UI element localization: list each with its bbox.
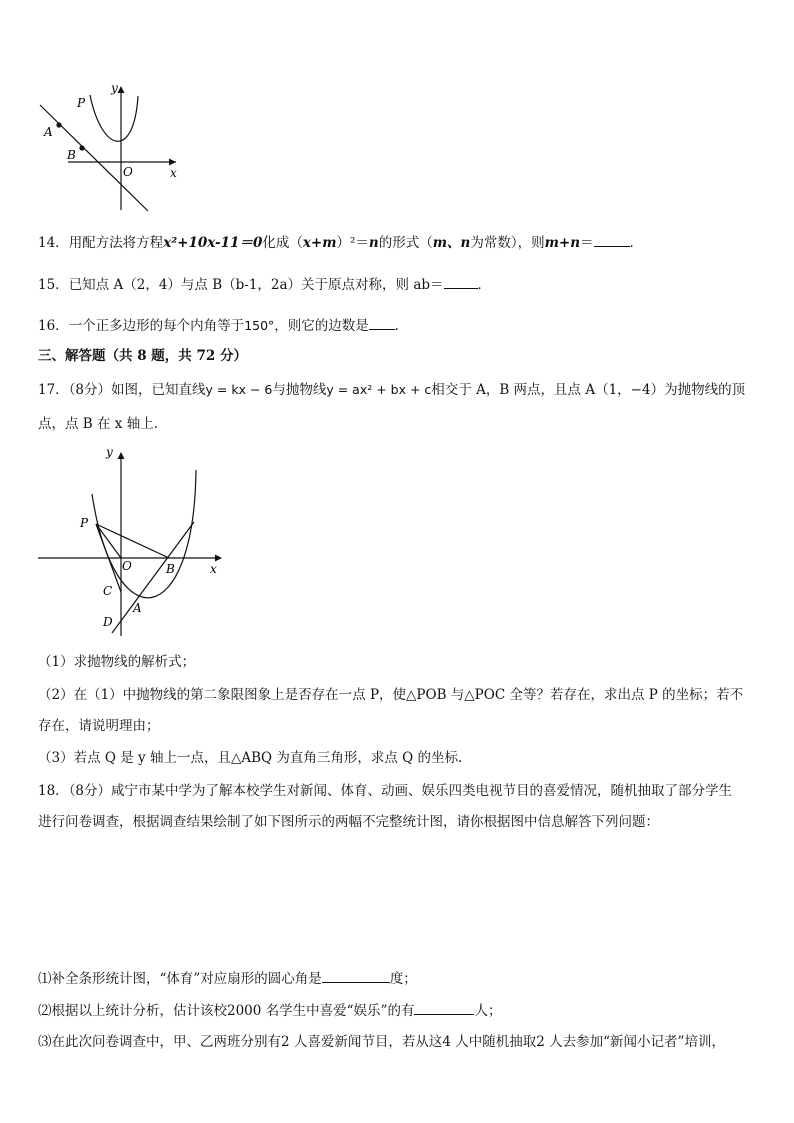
label-a: A <box>44 125 53 139</box>
question-18-sub-1: ⑴补全条形统计图，“体育”对应扇形的圆心角是 度； <box>38 968 417 989</box>
x-axis-arrow <box>169 159 176 166</box>
question-17-line-1: 17．（8分）如图，已知直线y = kx − 6与抛物线y = ax² + bx + c相交于 A，B 两点，且点 A（1，−4）为抛物线的顶 <box>38 382 746 398</box>
q15-answer-blank[interactable] <box>444 274 478 289</box>
label-o: O <box>122 559 132 573</box>
label-o: O <box>123 165 133 179</box>
parabola <box>92 470 196 598</box>
label-y: y <box>106 445 113 459</box>
label-x: x <box>170 166 177 180</box>
question-14: 14．用配方法将方程x²+10x-11＝0化成（x+m）²＝n的形式（m、n为常数），则m+n＝ ． <box>38 232 643 253</box>
question-17-part-2-line-1: （2）在（1）中抛物线的第二象限图象上是否存在一点 P，使△POB 与△POC 全等？若存在，求出点 P 的坐标；若不 <box>38 687 744 703</box>
parabola <box>90 95 138 141</box>
q15-number: 15． <box>38 277 69 293</box>
q17-number: 17． <box>38 382 69 398</box>
y-axis-arrow <box>118 86 125 93</box>
point-b <box>79 145 84 150</box>
section-3-header: 三、解答题（共 8 题，共 72 分） <box>38 348 247 364</box>
q16-answer-blank[interactable] <box>369 315 395 330</box>
question-17-line-2: 点，点 B 在 x 轴上. <box>38 416 158 432</box>
question-17-part-1: （1）求抛物线的解析式； <box>38 654 196 670</box>
question-18-line-2: 进行问卷调查，根据调查结果绘制了如下图所示的两幅不完整统计图，请你根据图中信息解答下列问题： <box>38 814 659 830</box>
question-17-part-3: （3）若点 Q 是 y 轴上一点，且△ABQ 为直角三角形，求点 Q 的坐标. <box>38 750 463 766</box>
q16-number: 16． <box>38 318 69 334</box>
point-a <box>56 122 61 127</box>
q14-answer-blank[interactable] <box>594 232 630 247</box>
figure-1 <box>30 78 190 218</box>
line-ab <box>40 105 148 211</box>
q14-number: 14． <box>38 235 69 251</box>
label-b: B <box>166 562 175 576</box>
x-axis-arrow <box>215 555 222 562</box>
label-p: P <box>77 96 86 110</box>
y-axis-arrow <box>118 452 125 459</box>
question-16: 16．一个正多边形的每个内角等于150°，则它的边数是 ． <box>38 315 408 336</box>
label-y: y <box>111 81 118 95</box>
label-x: x <box>210 562 217 576</box>
q18-sub-1-blank[interactable] <box>322 968 390 983</box>
question-17-part-2-line-2: 存在，请说明理由； <box>38 718 160 734</box>
question-18-sub-2: ⑵根据以上统计分析，估计该校2000 名学生中喜爱“娱乐”的有 人； <box>38 1000 501 1021</box>
q18-number: 18． <box>38 783 69 799</box>
question-15: 15．已知点 A（2，4）与点 B（b-1，2a）关于原点对称，则 ab＝ ． <box>38 274 491 295</box>
label-b: B <box>67 148 76 162</box>
question-18-line-1: 18．（8分）咸宁市某中学为了解本校学生对新闻、体育、动画、娱乐四类电视节目的喜爱情况，随机抽取了部分学生 <box>38 783 733 799</box>
segment-po <box>96 524 121 558</box>
question-18-sub-3: ⑶在此次问卷调查中，甲、乙两班分别有2 人喜爱新闻节目，若从这4 人中随机抽取2 人去参加“新闻小记者”培训， <box>38 1034 725 1050</box>
label-d: D <box>103 615 113 629</box>
label-a: A <box>133 601 142 615</box>
figure-2 <box>30 440 230 640</box>
q18-sub-2-blank[interactable] <box>414 1000 474 1015</box>
label-p: P <box>80 516 89 530</box>
label-c: C <box>103 584 113 598</box>
line-db <box>112 522 194 633</box>
